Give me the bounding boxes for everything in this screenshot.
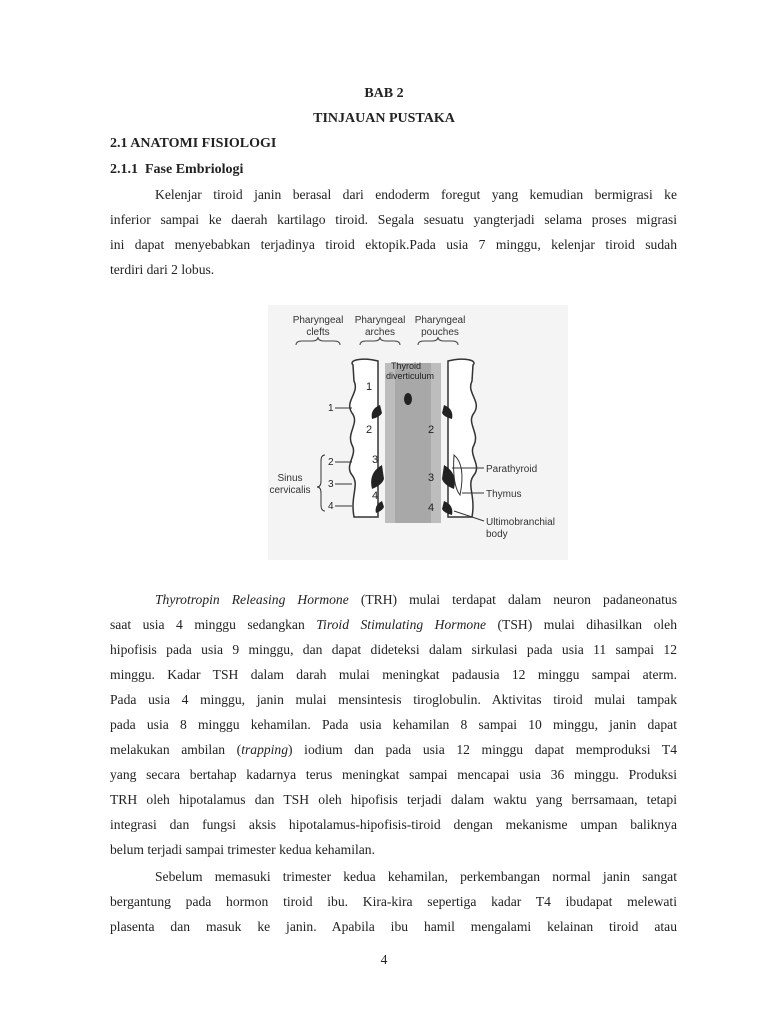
text-run: (TRH) mulai terdapat dalam neuron padaneonatus (348, 592, 678, 607)
brace-clefts (296, 337, 340, 345)
italic-term: Tiroid Stimulating Hormone (316, 617, 487, 632)
embryology-figure (268, 305, 568, 560)
paragraph-line: hipofisis pada usia 9 minggu, dan dapat dideteksi dalam sirkulasi pada usia 11 sampai 12 (110, 642, 677, 657)
paragraph-line: yang secara bertahap kadarnya terus meningkat sampai mencapai usia 36 minggu. Produksi (110, 767, 677, 782)
subsection-number: 2.1.1 (110, 162, 138, 177)
pharynx-center (395, 363, 431, 523)
label-thyroid-2: diverticulum (385, 371, 435, 381)
paragraph-line: minggu. Kadar TSH dalam darah mulai meningkat padausia 12 minggu sampai aterm. (110, 667, 677, 682)
paragraph-line: terdiri dari 2 lobus. (110, 262, 215, 277)
chapter-number: BAB 2 (364, 86, 404, 101)
paragraph-line (110, 587, 677, 612)
paragraph-embryology (110, 182, 677, 282)
label-thyroid-1: Thyroid (390, 361, 422, 371)
text-run: (TSH) mulai dihasilkan oleh (486, 617, 677, 632)
chapter-title: TINJAUAN PUSTAKA (313, 111, 455, 126)
arch-number: 3 (372, 454, 379, 466)
cleft-number: 3 (328, 479, 334, 490)
section-heading: 2.1 ANATOMI FISIOLOGI (110, 136, 277, 151)
cleft-number: 2 (328, 457, 334, 468)
page-number: 4 (380, 952, 388, 967)
brace-arches (360, 337, 400, 345)
cleft-number: 1 (328, 403, 334, 414)
label-pouches-1: Pharyngeal (414, 315, 466, 326)
label-clefts-1: Pharyngeal (292, 315, 344, 326)
paragraph-line: inferior sampai ke daerah kartilago tiroid. Segala sesuatu yangterjadi selama proses migrasi (110, 212, 677, 227)
text-run: ) iodium dan pada usia 12 minggu dapat memproduksi T4 (288, 742, 677, 757)
italic-term: Thyrotropin Releasing Hormone (155, 592, 349, 607)
paragraph-line: Pada usia 4 minggu, janin mulai mensintesis tiroglobulin. Aktivitas tiroid mulai tampak (110, 692, 677, 707)
label-thymus: Thymus (486, 489, 522, 500)
label-sinus-2: cervicalis (269, 485, 311, 496)
arch-number: 4 (372, 490, 379, 502)
paragraph-hormones (110, 587, 677, 862)
brace-pouches (418, 337, 458, 345)
paragraph-line: ini dapat menyebabkan terjadinya tiroid ektopik.Pada usia 7 minggu, kelenjar tiroid sudah (110, 237, 677, 252)
arch-number: 1 (366, 381, 373, 393)
subsection-title: Fase Embriologi (145, 162, 244, 177)
text-run: melakukan ambilan ( (110, 742, 242, 757)
pouch-number: 2 (428, 424, 435, 436)
thyroid-diverticulum-icon (404, 393, 412, 405)
paragraph-line: belum terjadi sampai trimester kedua kehamilan. (110, 842, 375, 857)
label-ultimobranchial-2: body (486, 529, 508, 540)
paragraph-line (110, 612, 677, 637)
pouch-number: 4 (428, 502, 435, 514)
paragraph-line: bergantung pada hormon tiroid ibu. Kira-kira sepertiga kadar T4 ibudapat melewati (110, 894, 677, 909)
brace-sinus (317, 455, 325, 511)
label-parathyroid: Parathyroid (486, 464, 538, 475)
label-clefts-2: clefts (306, 327, 330, 338)
paragraph-line: TRH oleh hipotalamus dan TSH oleh hipofisis terjadi dalam waktu yang berrsamaan, tetapi (110, 792, 677, 807)
label-arches-1: Pharyngeal (354, 315, 406, 326)
paragraph-line: plasenta dan masuk ke janin. Apabila ibu hamil mengalami kelainan tiroid atau (110, 919, 677, 934)
label-arches-2: arches (364, 327, 396, 338)
subsection-heading (110, 162, 243, 178)
label-pouches-2: pouches (421, 327, 459, 338)
paragraph-line: integrasi dan fungsi aksis hipotalamus-hipofisis-tiroid dengan mekanisme umpan baliknya (110, 817, 677, 832)
text-run: saat usia 4 minggu sedangkan (110, 617, 317, 632)
paragraph-line: pada usia 8 minggu kehamilan. Pada usia kehamilan 8 sampai 10 minggu, janin dapat (110, 717, 677, 732)
paragraph-line: Sebelum memasuki trimester kedua kehamilan, perkembangan normal janin sangat (155, 869, 677, 884)
italic-term: trapping (241, 742, 289, 757)
label-sinus-1: Sinus (277, 473, 303, 484)
pharyngeal-arches-diagram (268, 305, 568, 560)
cleft-number: 4 (328, 501, 334, 512)
pouch-number: 3 (428, 472, 435, 484)
paragraph-line: Kelenjar tiroid janin berasal dari endoderm foregut yang kemudian bermigrasi ke (155, 187, 677, 202)
paragraph-maternal (110, 864, 677, 939)
paragraph-line (110, 737, 677, 762)
label-ultimobranchial-1: Ultimobranchial (486, 517, 555, 528)
arch-number: 2 (366, 424, 373, 436)
